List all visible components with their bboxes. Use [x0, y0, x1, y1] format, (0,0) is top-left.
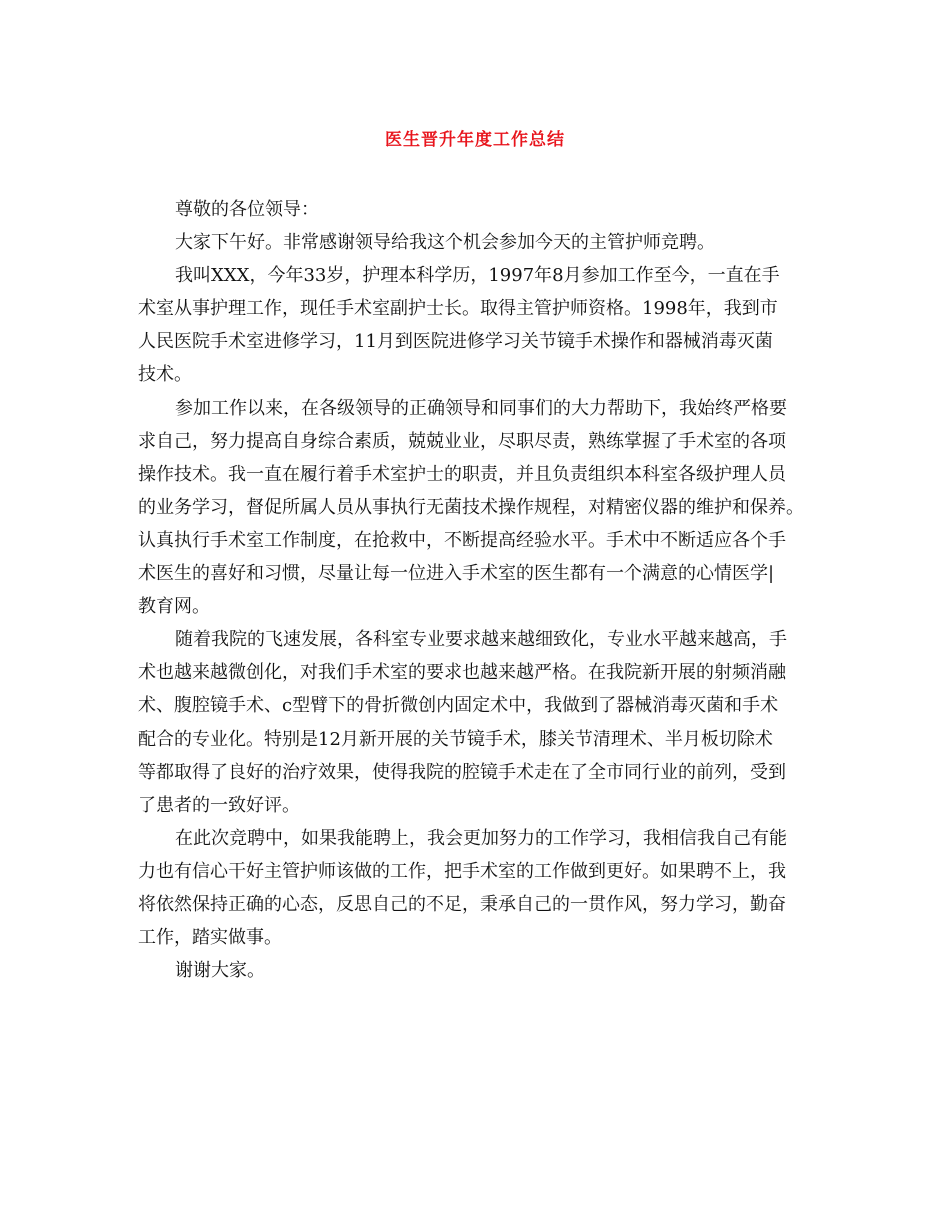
text-line: 参加工作以来，在各级领导的正确领导和同事们的大力帮助下，我始终严格要	[175, 397, 787, 419]
text-line: 操作技术。我一直在履行着手术室护士的职责，并且负责组织本科室各级护理人员	[138, 463, 786, 485]
text-line: 人民医院手术室进修学习，11月到医院进修学习关节镜手术操作和器械消毒灭菌	[138, 331, 773, 353]
text-line: 我叫XXX，今年33岁，护理本科学历，1997年8月参加工作至今，一直在手	[175, 265, 780, 287]
document-title: 医生晋升年度工作总结	[385, 130, 565, 150]
text-line: 术、腹腔镜手术、c型臂下的骨折微创内固定术中，我做到了器械消毒灭菌和手术	[138, 695, 779, 717]
document-body	[138, 193, 820, 987]
text-line: 认真执行手术室工作制度，在抢救中，不断提高经验水平。手术中不断适应各个手	[138, 529, 786, 551]
text-line: 术室从事护理工作，现任手术室副护士长。取得主管护师资格。1998年，我到市	[138, 298, 778, 320]
text-line: 尊敬的各位领导：	[175, 199, 319, 220]
text-line: 将依然保持正确的心态，反思自己的不足，秉承自己的一贯作风，努力学习，勤奋	[138, 893, 786, 915]
text-line: 等都取得了良好的治疗效果，使得我院的腔镜手术走在了全市同行业的前列，受到	[138, 761, 786, 783]
text-line: 在此次竞聘中，如果我能聘上，我会更加努力的工作学习，我相信我自己有能	[175, 827, 787, 849]
text-line: 力也有信心干好主管护师该做的工作，把手术室的工作做到更好。如果聘不上，我	[138, 860, 786, 882]
text-line: 谢谢大家。	[175, 960, 265, 982]
text-line: 配合的专业化。特别是12月新开展的关节镜手术，膝关节清理术、半月板切除术	[138, 728, 773, 750]
text-line: 求自己，努力提高自身综合素质，兢兢业业，尽职尽责，熟练掌握了手术室的各项	[138, 430, 786, 452]
text-line: 的业务学习，督促所属人员从事执行无菌技术操作规程，对精密仪器的维护和保养。	[138, 496, 804, 518]
text-line: 工作，踏实做事。	[138, 927, 282, 949]
text-line: 了患者的一致好评。	[138, 794, 300, 816]
text-line: 术医生的喜好和习惯，尽量让每一位进入手术室的医生都有一个满意的心情医学|	[138, 563, 775, 585]
text-line: 教育网。	[138, 596, 210, 618]
text-line: 大家下午好。非常感谢领导给我这个机会参加今天的主管护师竞聘。	[175, 232, 715, 254]
text-line: 随着我院的飞速发展，各科室专业要求越来越细致化，专业水平越来越高，手	[175, 629, 787, 651]
text-line: 术也越来越微创化，对我们手术室的要求也越来越严格。在我院新开展的射频消融	[138, 662, 786, 684]
text-line: 技术。	[138, 364, 192, 386]
